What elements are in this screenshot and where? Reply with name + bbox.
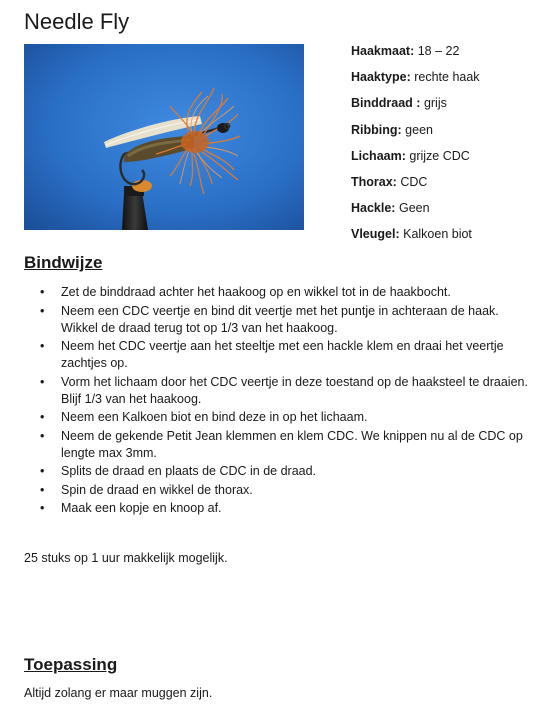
- spec-wing: [351, 226, 541, 252]
- spec-key: Vleugel:: [351, 227, 400, 242]
- spec-hook-type: [351, 69, 541, 95]
- fly-specs-list: [351, 43, 541, 253]
- spec-value: grijze CDC: [409, 148, 470, 163]
- step-text: Neem het CDC veertje aan het steeltje met een hackle klem en draai het veertje zachtjes op.: [61, 339, 504, 370]
- page-title: Needle Fly: [24, 9, 130, 34]
- step-text: Maak een kopje en knoop af.: [61, 501, 222, 515]
- spec-key: Thorax:: [351, 174, 397, 189]
- spec-key: Lichaam:: [351, 148, 406, 163]
- fly-illustration: [24, 44, 304, 230]
- spec-hook-size: [351, 43, 541, 69]
- list-item: [24, 284, 534, 301]
- spec-ribbing: [351, 122, 541, 148]
- note-text: 25 stuks op 1 uur makkelijk mogelijk.: [24, 551, 228, 565]
- spec-value: rechte haak: [414, 70, 480, 85]
- step-text: Neem een CDC veertje en bind dit veertje met het puntje in achteraan de haak. Wikkel de draad terug tot op 1/3 van het haakoog.: [61, 303, 499, 335]
- spec-value: geen: [405, 122, 433, 137]
- spec-key: Haakmaat:: [351, 44, 415, 58]
- spec-thread: [351, 95, 541, 121]
- bullet-icon: •: [40, 339, 45, 353]
- bullet-icon: •: [40, 482, 45, 497]
- fly-photo: [24, 44, 304, 230]
- bullet-icon: •: [40, 374, 45, 389]
- bullet-icon: •: [40, 428, 45, 443]
- spec-value: Geen: [398, 201, 430, 216]
- spec-thorax: [351, 174, 541, 200]
- list-item: [24, 482, 534, 499]
- spec-body: [351, 148, 541, 174]
- spec-hackle: [351, 200, 541, 226]
- bullet-icon: •: [40, 285, 45, 299]
- spec-value: Kalkoen biot: [403, 227, 472, 242]
- bullet-icon: •: [40, 501, 45, 515]
- spec-key: Ribbing:: [351, 122, 402, 137]
- list-item: [24, 463, 534, 480]
- step-text: Zet de binddraad achter het haakoog op en wikkel tot in de haakbocht.: [61, 285, 451, 299]
- spec-value: CDC: [400, 174, 428, 189]
- spec-key: Haaktype:: [351, 70, 411, 85]
- step-text: Splits de draad en plaats de CDC in de draad.: [61, 464, 317, 478]
- list-item: [24, 428, 534, 462]
- spec-value: 18 – 22: [417, 44, 460, 58]
- bullet-icon: •: [40, 303, 45, 318]
- list-item: [24, 374, 534, 408]
- spec-key: Binddraad :: [351, 96, 421, 111]
- list-item: [24, 303, 534, 337]
- step-text: Neem een Kalkoen biot en bind deze in op het lichaam.: [61, 410, 368, 424]
- spec-key: Hackle:: [351, 201, 396, 216]
- step-text: Neem de gekende Petit Jean klemmen en klem CDC. We knippen nu al de CDC op lengte max 3mm.: [61, 428, 523, 460]
- list-item: [24, 500, 534, 517]
- bindwijze-steps-list: [24, 284, 534, 519]
- toepassing-heading: Toepassing: [24, 655, 118, 674]
- step-text: Vorm het lichaam door het CDC veertje in deze toestand op de haaksteel te draaien. Blijf 1/3 van het haakoog.: [61, 374, 528, 406]
- spec-value: grijs: [423, 96, 447, 111]
- bullet-icon: •: [40, 464, 45, 478]
- step-text: Spin de draad en wikkel de thorax.: [61, 482, 253, 497]
- list-item: [24, 338, 534, 372]
- bullet-icon: •: [40, 410, 45, 424]
- list-item: [24, 409, 534, 426]
- bindwijze-heading: Bindwijze: [24, 253, 103, 272]
- toepassing-text: Altijd zolang er maar muggen zijn.: [24, 686, 213, 700]
